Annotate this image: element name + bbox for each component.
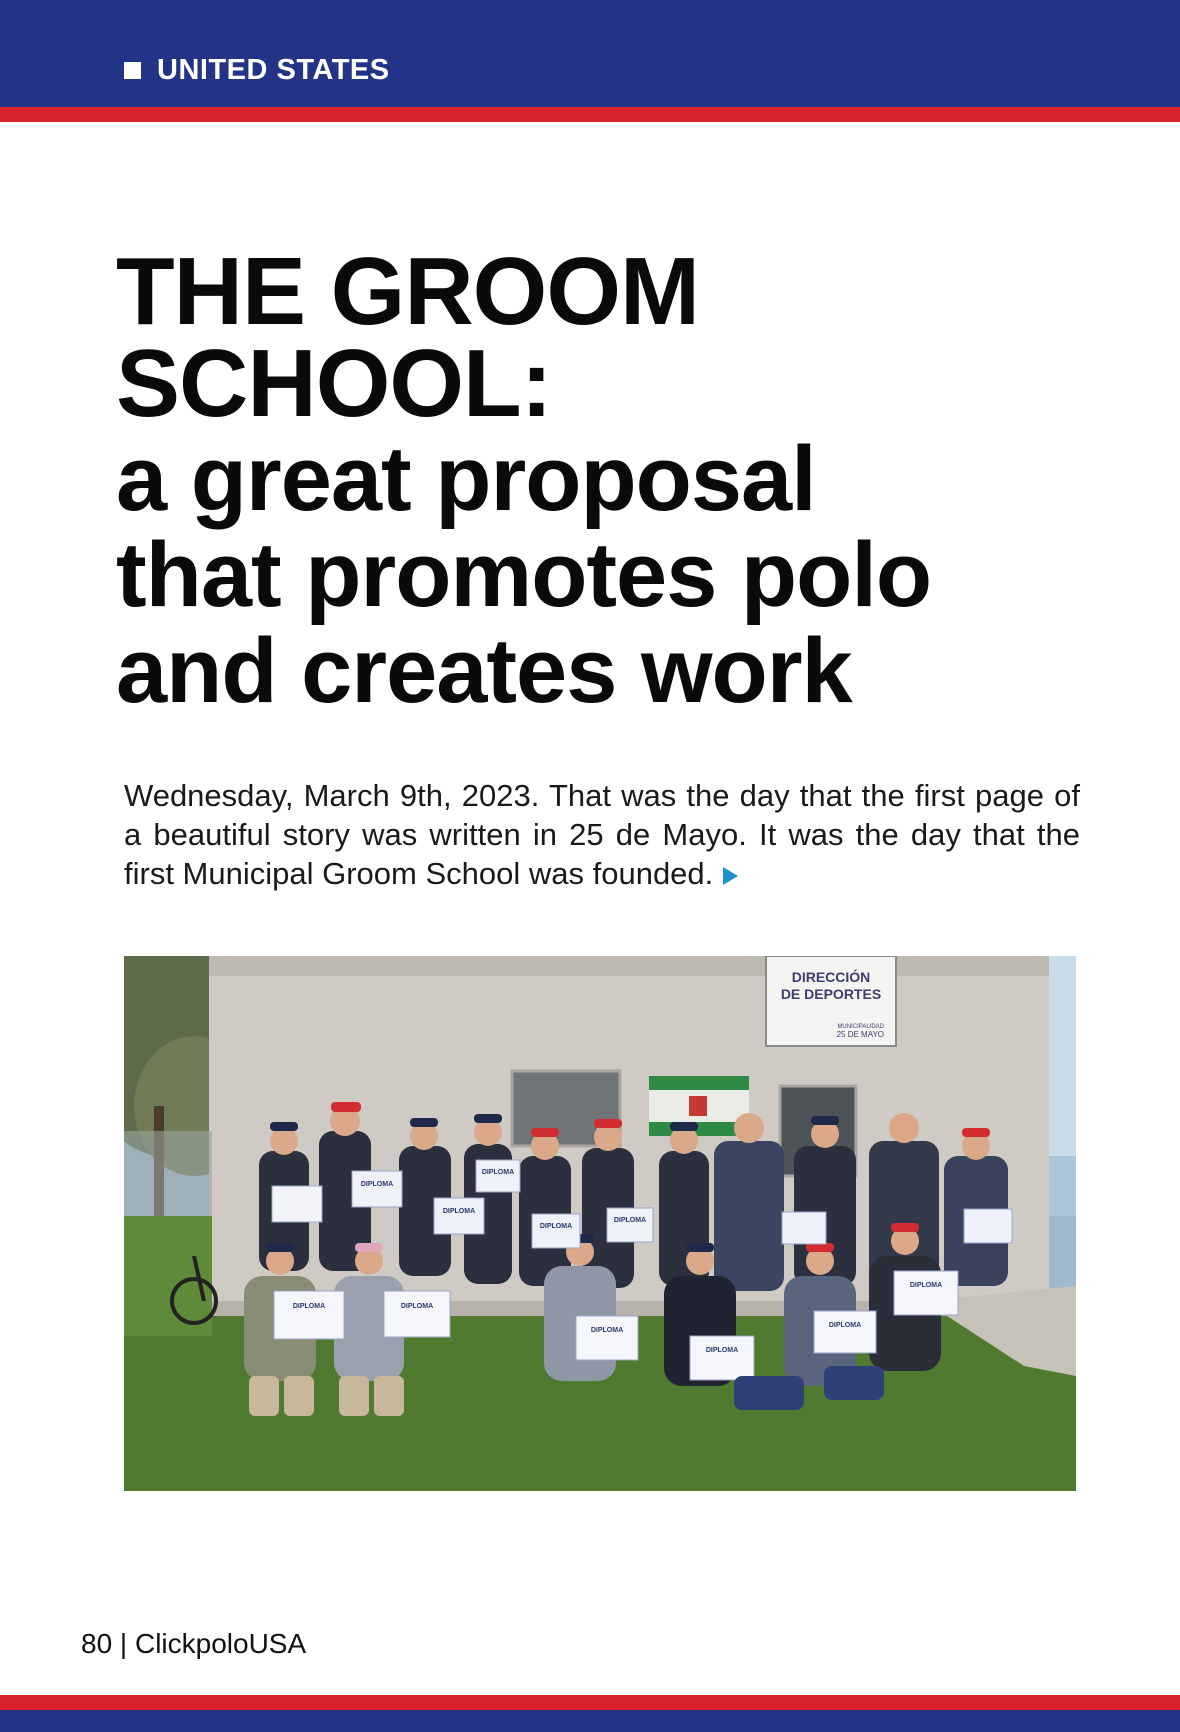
square-bullet-icon [124,62,141,79]
article-title [116,238,1156,722]
continue-arrow-icon [723,867,738,885]
sign-title-1: DIRECCIÓN [791,969,871,985]
section-label [124,52,390,88]
diploma-label-2: DIPLOMA [442,1208,476,1215]
title-line-1: THE GROOM [116,238,699,345]
sign-small-1: MUNICIPALIDAD [837,1024,884,1030]
diploma-label-3: DIPLOMA [481,1169,515,1176]
sign-title-2: DE DEPORTES [780,986,882,1002]
diploma-label-4: DIPLOMA [539,1223,573,1230]
sign-small-2: 25 DE MAYO [836,1030,884,1039]
title-line-2: SCHOOL: [116,330,552,437]
section-label-text: UNITED STATES [157,53,390,86]
title-line-4: that promotes polo [116,524,932,626]
diploma-label-9: DIPLOMA [705,1347,739,1354]
group-photo [124,956,1076,1491]
header-red-stripe [0,107,1180,122]
diploma-label-8: DIPLOMA [590,1327,624,1334]
footer-red-stripe [0,1695,1180,1710]
title-line-3: a great proposal [116,428,816,530]
diploma-label-6: DIPLOMA [292,1303,326,1310]
diploma-label-1: DIPLOMA [360,1181,394,1188]
article-intro [124,776,1080,893]
diploma-label-7: DIPLOMA [400,1303,434,1310]
footer-band [0,1710,1180,1732]
diploma-label-5: DIPLOMA [613,1217,647,1224]
diploma-label-10: DIPLOMA [828,1322,862,1329]
page-footer-credit: 80 | ClickpoloUSA [81,1628,307,1659]
title-line-5: and creates work [116,620,852,722]
diploma-label-11: DIPLOMA [909,1282,943,1289]
intro-text: Wednesday, March 9th, 2023. That was the day that the first page of a beautiful story was written in 25 de Mayo. It was the day that the first Municipal Groom School was founded. [124,778,1080,891]
